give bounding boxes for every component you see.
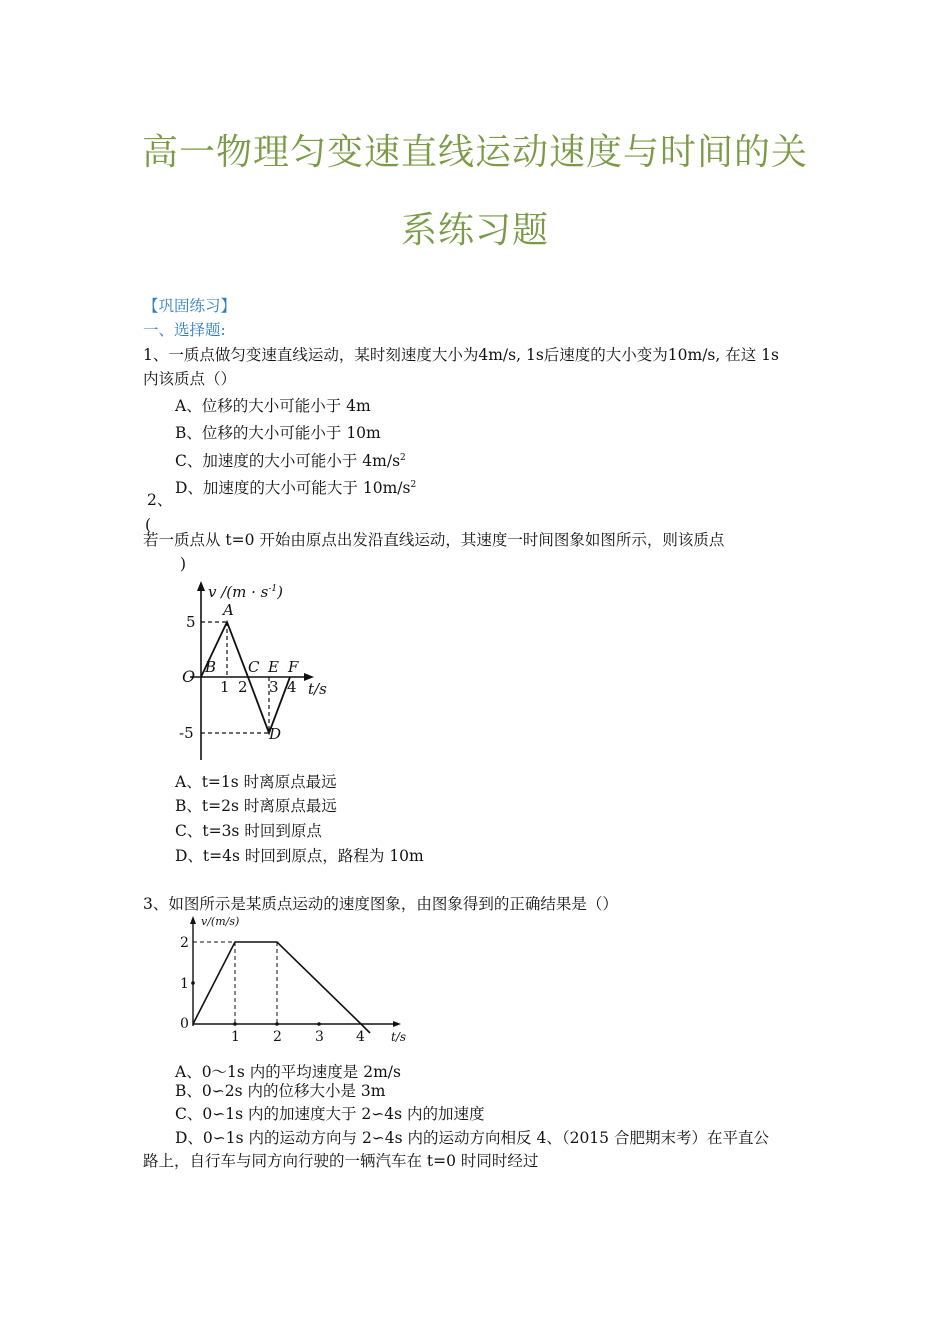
document-title-line2: 系练习题 bbox=[400, 210, 549, 251]
q3-tick-dot-2 bbox=[275, 1022, 279, 1026]
q3-y-tick-dot-1 bbox=[191, 981, 195, 985]
q3-y-tick-2: 2 bbox=[180, 935, 189, 951]
q2-option-c: C、t=3s 时回到原点 bbox=[175, 822, 322, 840]
q1-stem-line2: 内该质点（） bbox=[143, 370, 237, 388]
q3-option-d-line2: 路上，自行车与同方向行驶的一辆汽车在 t=0 时同时经过 bbox=[143, 1152, 539, 1170]
q2-paren-close: ) bbox=[180, 555, 187, 573]
q2-point-e: E bbox=[268, 658, 279, 676]
q3-y-axis-arrow bbox=[190, 916, 196, 924]
q1-stem-line1: 1、一质点做匀变速直线运动，某时刻速度大小为4m/s, 1s后速度的大小变为10m/s, 在这 1s bbox=[143, 346, 779, 364]
q3-stem: 3、如图所示是某质点运动的速度图象，由图象得到的正确结果是（） bbox=[143, 895, 618, 913]
q3-x-tick-3: 3 bbox=[315, 1029, 324, 1045]
q3-option-c: C、0∽1s 内的加速度大于 2∽4s 内的加速度 bbox=[175, 1105, 485, 1123]
q3-vt-chart bbox=[170, 913, 415, 1048]
q3-velocity-line bbox=[193, 942, 370, 1033]
q2-y-tick-5: 5 bbox=[186, 613, 196, 631]
q3-tick-dot-1 bbox=[233, 1022, 237, 1026]
q3-y-tick-1: 1 bbox=[180, 976, 189, 992]
q1-option-c: C、加速度的大小可能小于 $4m/s^2$ bbox=[175, 452, 406, 470]
q3-x-tick-4: 4 bbox=[356, 1029, 365, 1045]
q2-x-tick-2: 2 bbox=[238, 678, 248, 696]
q3-tick-dot-3 bbox=[317, 1022, 321, 1026]
q2-y-axis-arrow bbox=[197, 581, 205, 591]
q1-option-a: A、位移的大小可能小于 4m bbox=[175, 397, 371, 415]
q3-option-d-line1: D、0∽1s 内的运动方向与 2∽4s 内的运动方向相反 4、（2015 合肥期末考）在平直公 bbox=[175, 1129, 769, 1147]
q2-x-tick-1: 1 bbox=[220, 678, 230, 696]
q2-origin-label: O bbox=[182, 667, 196, 686]
document-title-line1: 高一物理匀变速直线运动速度与时间的关 bbox=[141, 132, 808, 173]
q2-point-c: C bbox=[248, 658, 260, 676]
q3-y-axis-label: v/(m/s) bbox=[201, 915, 240, 928]
q3-x-tick-1: 1 bbox=[231, 1029, 240, 1045]
q2-paren-open: ( bbox=[145, 516, 152, 534]
q3-x-axis-arrow bbox=[393, 1021, 401, 1027]
q2-option-b: B、t=2s 时离原点最远 bbox=[175, 797, 337, 815]
q3-option-b: B、0∽2s 内的位移大小是 3m bbox=[175, 1082, 386, 1100]
part-header: 一、选择题: bbox=[143, 321, 226, 339]
q2-number: 2、 bbox=[147, 491, 173, 509]
q2-stem: 若一质点从 t=0 开始由原点出发沿直线运动，其速度一时间图象如图所示，则该质点 bbox=[143, 531, 725, 549]
q3-y-tick-0: 0 bbox=[180, 1016, 189, 1032]
q3-x-tick-2: 2 bbox=[273, 1029, 282, 1045]
q2-option-a: A、t=1s 时离原点最远 bbox=[175, 773, 337, 791]
q2-x-axis-label: t/s bbox=[308, 680, 327, 698]
q1-option-d: D、加速度的大小可能大于 $10m/s^2$ bbox=[175, 479, 417, 497]
q1-option-b: B、位移的大小可能小于 10m bbox=[175, 424, 381, 442]
q2-vt-chart bbox=[170, 575, 340, 765]
section-header: 【巩固练习】 bbox=[143, 297, 237, 315]
q2-option-d: D、t=4s 时回到原点，路程为 10m bbox=[175, 847, 424, 865]
q2-x-tick-3: 3 bbox=[269, 678, 279, 696]
q2-y-tick-neg5: -5 bbox=[179, 724, 194, 742]
q2-y-axis-label: v $/(m \cdot s^{-1})$ bbox=[208, 583, 284, 601]
q3-option-a: A、0～1s 内的平均速度是 2m/s bbox=[175, 1063, 401, 1081]
q2-x-tick-4: 4 bbox=[287, 678, 297, 696]
q3-x-axis-label: t/s bbox=[391, 1030, 407, 1044]
q2-point-f: F bbox=[288, 658, 299, 676]
q2-point-a: A bbox=[223, 601, 234, 619]
q2-point-d: D bbox=[269, 725, 282, 743]
q2-point-b: B bbox=[205, 658, 217, 676]
